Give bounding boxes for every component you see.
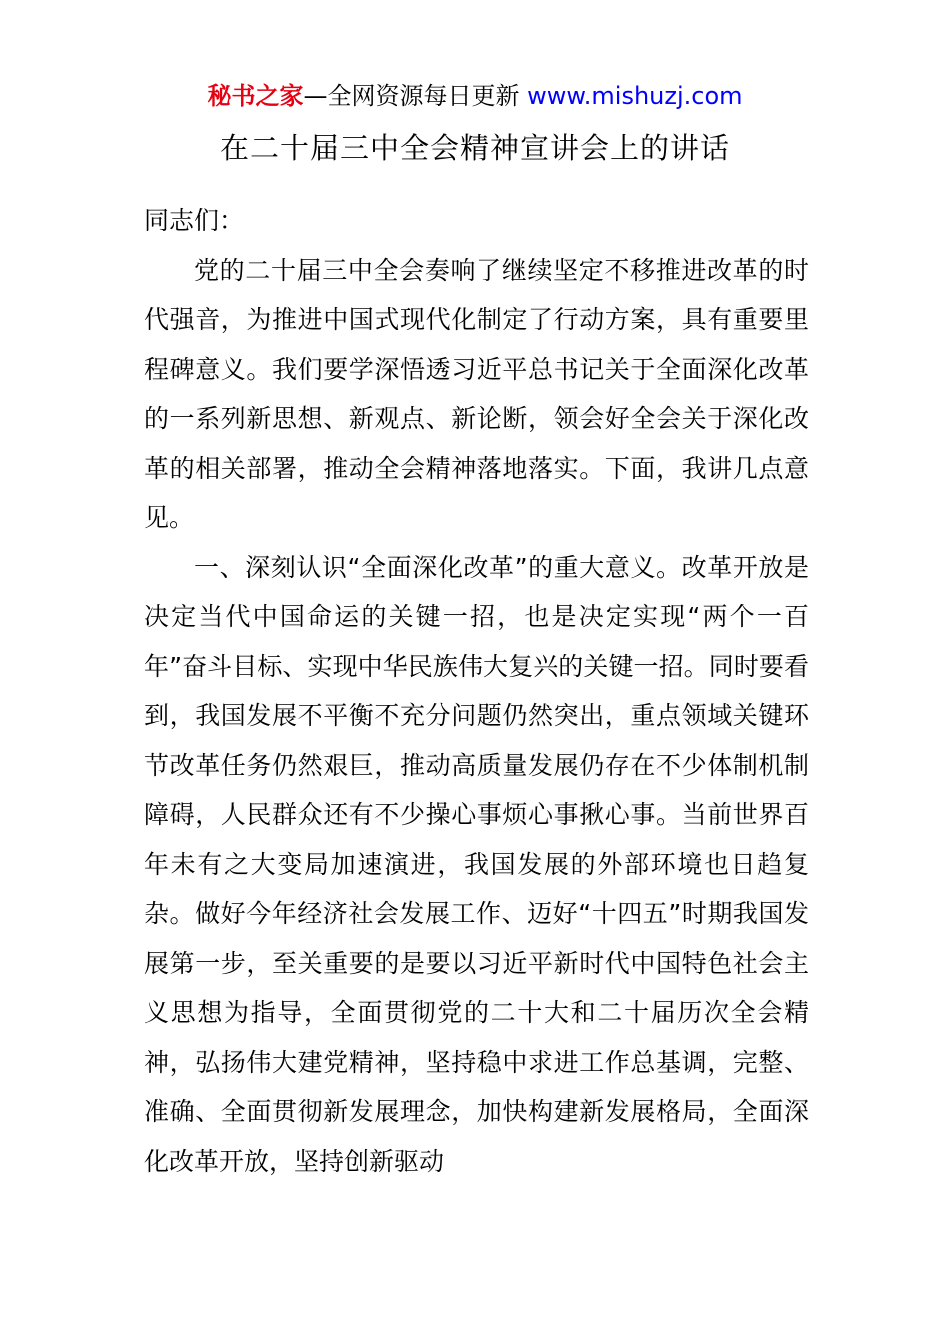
site-header [0, 80, 950, 112]
paragraph-intro: 党的二十届三中全会奏响了继续坚定不移推进改革的时代强音，为推进中国式现代化制定了行动方案，具有重要里程碑意义。我们要学深悟透习近平总书记关于全面深化改革的一系列新思想、新观点、新论断，领会好全会关于深化改革的相关部署，推动全会精神落地落实。下面，我讲几点意见。 [144, 255, 809, 532]
site-tagline: —全网资源每日更新 [303, 82, 528, 110]
site-url-link[interactable]: www.mishuzj.com [527, 82, 743, 110]
paragraph-section-one: 一、深刻认识“全面深化改革”的重大意义。改革开放是决定当代中国命运的关键一招，也是决定实现“两个一百年”奋斗目标、实现中华民族伟大复兴的关键一招。同时要看到，我国发展不平衡不充分问题仍然突出，重点领域关键环节改革任务仍然艰巨，推动高质量发展仍存在不少体制机制障碍，人民群众还有不少操心事烦心事揪心事。当前世界百年未有之大变局加速演进，我国发展的外部环境也日趋复杂。做好今年经济社会发展工作、迈好“十四五”时期我国发展第一步，至关重要的是要以习近平新时代中国特色社会主义思想为指导，全面贯彻党的二十大和二十届历次全会精神，弘扬伟大建党精神，坚持稳中求进工作总基调，完整、准确、全面贯彻新发展理念，加快构建新发展格局，全面深化改革开放，坚持创新驱动 [144, 552, 809, 1176]
site-brand: 秘书之家 [207, 82, 304, 110]
document-body [144, 196, 809, 1186]
document-title: 在二十届三中全会精神宣讲会上的讲话 [219, 131, 730, 165]
greeting: 同志们： [144, 206, 245, 235]
